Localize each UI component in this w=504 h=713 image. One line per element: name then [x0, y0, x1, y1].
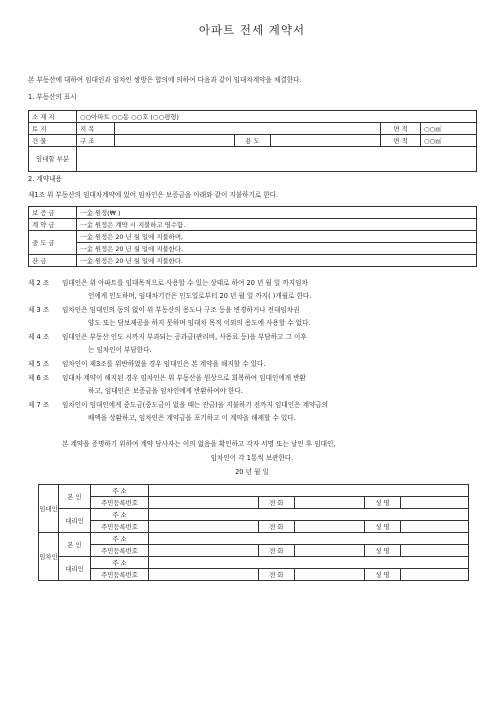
location-value: ○○아파트 ○○동 ○○호 (○○평형) — [77, 111, 477, 123]
article-no: 제 7 조 — [28, 401, 50, 409]
article-text: 하고, 임대인은 보증금을 임차인에게 반환하여야 한다. — [88, 387, 243, 395]
id-number-value — [149, 545, 259, 557]
address-value — [149, 557, 469, 569]
building-label: 건 물 — [29, 135, 77, 147]
phone-label: 전 화 — [259, 521, 295, 533]
phone-label: 전 화 — [259, 569, 295, 581]
page-title: 아파트 전세 계약서 — [198, 23, 306, 37]
deposit-value: 一金 원정(₩ ) — [77, 207, 477, 219]
address-value — [149, 485, 469, 497]
address-label: 주 소 — [91, 509, 149, 521]
property-table — [28, 110, 477, 172]
id-number-value — [149, 569, 259, 581]
article-no: 제 3 조 — [28, 306, 50, 314]
table-row — [29, 123, 477, 135]
article-text: 임대차 계약이 해지된 경우 임차인은 위 부동산을 원상으로 회복하여 임대인에게 반환 — [62, 374, 306, 382]
land-category-label: 지 목 — [77, 123, 115, 135]
land-area-label: 면 적 — [381, 123, 421, 135]
article-no: 제 2 조 — [28, 279, 50, 287]
interim-payment-value-1: 一金 원정은 20 년 월 일에 지불하며, — [77, 231, 477, 243]
closing-text: 임차인이 각 1통씩 보관한다. — [210, 454, 294, 462]
rental-part-value — [77, 147, 477, 172]
lessee-agent-label: 대리인 — [59, 557, 91, 581]
location-label: 소 재 지 — [29, 111, 77, 123]
contract-money-value: 一金 원정은 계약 시 지불하고 영수함. — [77, 219, 477, 231]
building-area-label: 면 적 — [381, 135, 421, 147]
id-number-label: 주민등록번호 — [91, 497, 149, 509]
name-value — [401, 521, 469, 533]
article-text: 양도 또는 담보제공을 하지 못하며 임대차 목적 이외의 용도에 사용할 수 없다. — [88, 319, 311, 327]
name-value — [401, 545, 469, 557]
article-text: 임대인은 부동산 인도 시까지 부과되는 공과금(관리비, 사용료 등)을 부담하고 그 이후 — [62, 333, 307, 341]
table-row — [39, 533, 469, 545]
land-category-value — [115, 123, 381, 135]
interim-payment-label: 중 도 금 — [29, 231, 77, 255]
usage-label: 용 도 — [235, 135, 271, 147]
table-row — [29, 147, 477, 172]
building-area-value: ○○㎡ — [421, 135, 477, 147]
structure-value — [115, 135, 235, 147]
article-no: 제 5 조 — [28, 360, 50, 368]
lessor-label: 임대인 — [39, 485, 59, 533]
payment-table — [28, 206, 477, 267]
address-label: 주 소 — [91, 557, 149, 569]
article1-text: 제1조 위 부동산의 임대차계약에 있어 임차인은 보증금을 아래와 같이 지불하기로 한다. — [28, 191, 279, 199]
lessee-principal-label: 본 인 — [59, 533, 91, 557]
article-text: 인에게 인도하며, 임대차기간은 인도일로부터 20 년 월 일 까지( )개월로 한다. — [88, 292, 312, 300]
phone-value — [295, 497, 365, 509]
table-row — [29, 135, 477, 147]
table-row — [29, 111, 477, 123]
table-row — [39, 545, 469, 557]
article-text: 임차인은 임대인의 동의 없이 위 부동산의 용도나 구조 등을 변경하거나 전대임차권 — [62, 306, 300, 314]
article-text: 임차인이 임대인에게 중도금(중도금이 없을 때는 잔금)을 지불하기 전까지 임대인은 계약금의 — [62, 401, 329, 409]
table-row — [39, 497, 469, 509]
deposit-label: 보 증 금 — [29, 207, 77, 219]
phone-value — [295, 521, 365, 533]
table-row — [39, 485, 469, 497]
article-text: 임대인은 위 아파트를 임대목적으로 사용할 수 있는 상태로 하여 20 년 월 일 까지임차 — [62, 279, 308, 287]
id-number-label: 주민등록번호 — [91, 521, 149, 533]
id-number-value — [149, 497, 259, 509]
phone-label: 전 화 — [259, 497, 295, 509]
address-value — [149, 509, 469, 521]
name-label: 성 명 — [365, 545, 401, 557]
id-number-label: 주민등록번호 — [91, 545, 149, 557]
table-row — [29, 243, 477, 255]
lessor-agent-label: 대리인 — [59, 509, 91, 533]
balance-label: 잔 금 — [29, 255, 77, 267]
article-no: 제 4 조 — [28, 333, 50, 341]
name-label: 성 명 — [365, 497, 401, 509]
phone-value — [295, 569, 365, 581]
closing-text: 본 계약을 증명하기 위하여 계약 당사자는 이의 없음을 확인하고 각자 서명 또는 날인 후 임대인, — [62, 440, 336, 448]
table-row — [29, 255, 477, 267]
table-row — [29, 231, 477, 243]
usage-value — [271, 135, 381, 147]
structure-label: 구 조 — [77, 135, 115, 147]
table-row — [39, 521, 469, 533]
phone-label: 전 화 — [259, 545, 295, 557]
table-row — [39, 569, 469, 581]
address-label: 주 소 — [91, 533, 149, 545]
section2-heading: 2. 계약내용 — [28, 175, 62, 183]
article-text: 배액을 상환하고, 임차인은 계약금을 포기하고 이 계약을 해제할 수 있다. — [88, 414, 296, 422]
parties-table — [38, 484, 469, 581]
lessee-label: 임차인 — [39, 533, 59, 581]
table-row — [29, 207, 477, 219]
lessor-principal-label: 본 인 — [59, 485, 91, 509]
article-no: 제 6 조 — [28, 374, 50, 382]
table-row — [29, 219, 477, 231]
table-row — [39, 509, 469, 521]
article-text: 임차인이 제3조를 위반하였을 경우 임대인은 본 계약을 해지할 수 있다. — [62, 360, 266, 368]
name-label: 성 명 — [365, 521, 401, 533]
id-number-label: 주민등록번호 — [91, 569, 149, 581]
interim-payment-value-2: 一金 원정은 20 년 월 일에 지불한다. — [77, 243, 477, 255]
name-label: 성 명 — [365, 569, 401, 581]
land-area-value: ○○㎡ — [421, 123, 477, 135]
address-value — [149, 533, 469, 545]
table-row — [39, 557, 469, 569]
contract-date: 20 년 월 일 — [235, 468, 269, 476]
name-value — [401, 569, 469, 581]
balance-value: 一金 원정은 20 년 월 일에 지불한다. — [77, 255, 477, 267]
name-value — [401, 497, 469, 509]
contract-money-label: 계 약 금 — [29, 219, 77, 231]
id-number-value — [149, 521, 259, 533]
address-label: 주 소 — [91, 485, 149, 497]
article-text: 는 임차인이 부담한다. — [88, 346, 152, 354]
section1-heading: 1. 부동산의 표시 — [28, 93, 77, 101]
land-label: 토 지 — [29, 123, 77, 135]
phone-value — [295, 545, 365, 557]
rental-part-label: 임대할 부분 — [29, 147, 77, 172]
intro-text: 본 부동산에 대하여 임대인과 임차인 쌍방은 합의에 의하여 다음과 같이 임대차계약을 체결한다. — [28, 76, 302, 84]
